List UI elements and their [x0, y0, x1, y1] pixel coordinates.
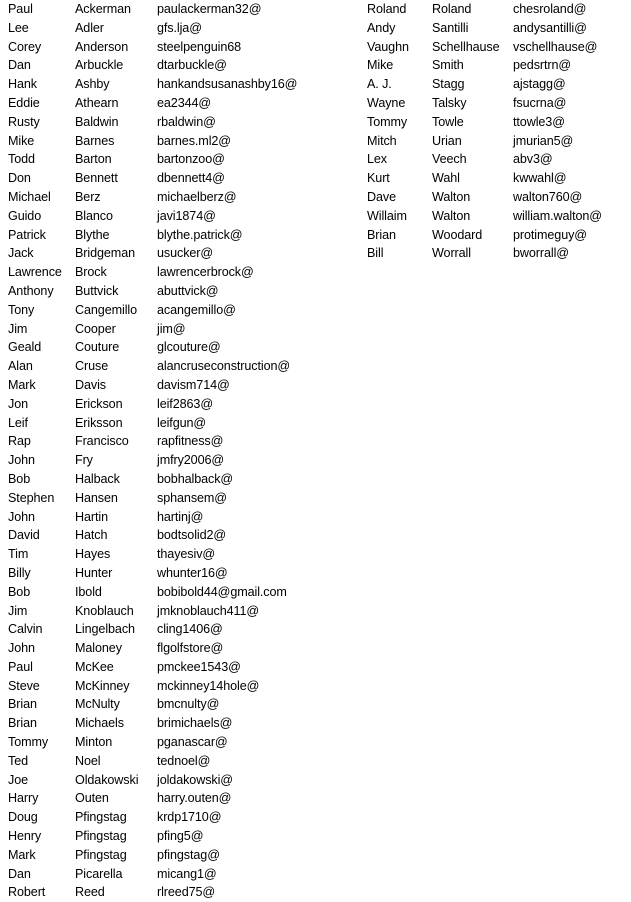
contact-first-name: Todd [8, 152, 35, 167]
contact-row [0, 207, 355, 226]
contact-last-name: Couture [75, 340, 120, 355]
contact-last-name: Berz [75, 189, 101, 204]
contact-email: pfingstag@ [157, 847, 220, 862]
contact-first-name: Tim [8, 547, 29, 562]
contact-last-name: Knoblauch [75, 603, 134, 618]
contact-last-name: Francisco [75, 434, 129, 449]
contact-first-name: Leif [8, 415, 28, 430]
contact-last-name: Wahl [432, 171, 460, 186]
contact-last-name: Ibold [75, 584, 102, 599]
contact-first-name: Jon [8, 396, 29, 411]
contact-row [355, 0, 631, 19]
contact-row [0, 639, 355, 658]
contact-row [0, 771, 355, 790]
contact-email: thayesiv@ [157, 547, 216, 562]
contact-last-name: Erickson [75, 396, 123, 411]
contact-first-name: Alan [8, 359, 33, 374]
contact-email: rbaldwin@ [157, 114, 216, 129]
contact-first-name: Paul [8, 2, 33, 16]
contact-last-name: Towle [432, 114, 464, 129]
contact-email: pganascar@ [157, 735, 228, 750]
contact-first-name: Brian [8, 716, 37, 731]
contact-first-name: Patrick [8, 227, 46, 242]
contact-email: leif2863@ [157, 396, 213, 411]
contact-email: acangemillo@ [157, 302, 236, 317]
contact-email: bworrall@ [513, 246, 569, 261]
contact-row [355, 19, 631, 38]
contact-email: ttowle3@ [513, 114, 565, 129]
contact-email: abv3@ [513, 152, 553, 167]
contact-row [0, 827, 355, 846]
contact-last-name: Fry [75, 453, 93, 468]
contact-last-name: Cooper [75, 321, 116, 336]
contact-last-name: Minton [75, 735, 113, 750]
contact-row [355, 188, 631, 207]
contact-last-name: Noel [75, 753, 101, 768]
contact-last-name: Bridgeman [75, 246, 136, 261]
contact-first-name: Rap [8, 434, 31, 449]
contact-email: gfs.lja@ [157, 20, 202, 35]
contact-last-name: Smith [432, 58, 464, 73]
contact-email: alancruseconstruction@ [157, 359, 291, 374]
contact-last-name: Pfingstag [75, 847, 127, 862]
contact-email: blythe.patrick@ [157, 227, 243, 242]
contact-email: harry.outen@ [157, 791, 232, 806]
contact-last-name: Veech [432, 152, 467, 167]
contact-last-name: Michaels [75, 716, 124, 731]
contact-email: barnes.ml2@ [157, 133, 231, 148]
contact-first-name: Mike [367, 58, 394, 73]
contact-first-name: Stephen [8, 490, 55, 505]
contact-email: rlreed75@ [157, 885, 216, 900]
contact-last-name: McKinney [75, 678, 130, 693]
contact-last-name: Ashby [75, 77, 110, 92]
contact-last-name: Hatch [75, 528, 108, 543]
contact-row [0, 733, 355, 752]
contact-last-name: Hartin [75, 509, 108, 524]
contact-row [0, 19, 355, 38]
contact-row [355, 226, 631, 245]
contact-email: fsucrna@ [513, 95, 567, 110]
contact-email: usucker@ [157, 246, 214, 261]
contact-first-name: Billy [8, 565, 31, 580]
contact-email: sphansem@ [157, 490, 227, 505]
contact-email: pedsrtrn@ [513, 58, 572, 73]
contact-row [355, 113, 631, 132]
contact-last-name: McNulty [75, 697, 120, 712]
contact-email: steelpenguin68 [157, 39, 242, 54]
contact-first-name: Tony [8, 302, 35, 317]
contact-last-name: Anderson [75, 39, 129, 54]
contact-list-right-column-block [355, 0, 631, 263]
contact-first-name: Willaim [367, 208, 407, 223]
contact-last-name: Hansen [75, 490, 118, 505]
contact-email: glcouture@ [157, 340, 221, 355]
contact-email: dtarbuckle@ [157, 58, 227, 73]
contact-email: davism714@ [157, 377, 230, 392]
contact-last-name: Arbuckle [75, 58, 124, 73]
contact-last-name: Halback [75, 471, 120, 486]
contact-row [0, 282, 355, 301]
contact-row [355, 75, 631, 94]
contact-email: whunter16@ [157, 565, 228, 580]
contact-row [0, 451, 355, 470]
contact-email: jmurian5@ [513, 133, 574, 148]
contact-row [0, 789, 355, 808]
contact-row [0, 263, 355, 282]
contact-first-name: Geald [8, 340, 42, 355]
contact-email: cling1406@ [157, 622, 223, 637]
contact-last-name: Hunter [75, 565, 113, 580]
contact-email: bmcnulty@ [157, 697, 220, 712]
contact-row [0, 244, 355, 263]
contact-last-name: Davis [75, 377, 106, 392]
contact-first-name: Dan [8, 866, 31, 881]
contact-first-name: Eddie [8, 95, 40, 110]
contact-first-name: Ted [8, 753, 29, 768]
contact-first-name: Joe [8, 772, 29, 787]
contact-row [355, 38, 631, 57]
contact-last-name: Baldwin [75, 114, 119, 129]
contact-first-name: A. J. [367, 77, 392, 92]
contact-last-name: Barton [75, 152, 112, 167]
contact-row [355, 150, 631, 169]
contact-row [0, 188, 355, 207]
contact-last-name: Barnes [75, 133, 115, 148]
contact-email: ajstagg@ [513, 77, 566, 92]
contact-row [0, 38, 355, 57]
contact-last-name: Walton [432, 189, 471, 204]
contact-last-name: Urian [432, 133, 462, 148]
contact-first-name: Bob [8, 471, 31, 486]
contact-first-name: John [8, 641, 35, 656]
contact-email: joldakowski@ [157, 772, 233, 787]
contact-first-name: Lawrence [8, 265, 62, 280]
contact-email: protimeguy@ [513, 227, 587, 242]
contact-row [0, 752, 355, 771]
contact-email: jmknoblauch411@ [157, 603, 260, 618]
contact-last-name: Eriksson [75, 415, 123, 430]
contact-row [0, 602, 355, 621]
contact-row [0, 75, 355, 94]
contact-row [0, 677, 355, 696]
contact-email: ea2344@ [157, 95, 212, 110]
contact-email: bobibold44@gmail.com [157, 584, 287, 599]
contact-last-name: Lingelbach [75, 622, 135, 637]
contact-first-name: David [8, 528, 40, 543]
contact-first-name: Harry [8, 791, 39, 806]
contact-last-name: Athearn [75, 95, 119, 110]
contact-first-name: Paul [8, 659, 33, 674]
contact-row [0, 169, 355, 188]
contact-last-name: Cruse [75, 359, 109, 374]
contact-email: william.walton@ [513, 208, 602, 223]
contact-first-name: Mark [8, 377, 36, 392]
contact-first-name: Andy [367, 20, 396, 35]
contact-email: pmckee1543@ [157, 659, 241, 674]
contact-first-name: Jim [8, 321, 28, 336]
contact-row [0, 320, 355, 339]
contact-row [0, 489, 355, 508]
contact-first-name: John [8, 453, 35, 468]
contact-last-name: Maloney [75, 641, 122, 656]
contact-last-name: McKee [75, 659, 114, 674]
contact-email: flgolfstore@ [157, 641, 224, 656]
contact-last-name: Hayes [75, 547, 111, 562]
contact-row [0, 865, 355, 884]
contact-first-name: Wayne [367, 95, 406, 110]
contact-first-name: Michael [8, 189, 51, 204]
contact-row [0, 414, 355, 433]
contact-email: michaelberz@ [157, 189, 237, 204]
contact-first-name: Mike [8, 133, 35, 148]
contact-first-name: Brian [8, 697, 37, 712]
contact-row [0, 620, 355, 639]
contact-first-name: Steve [8, 678, 40, 693]
contact-first-name: Kurt [367, 171, 390, 186]
contact-first-name: Mitch [367, 133, 397, 148]
contact-email: lawrencerbrock@ [157, 265, 254, 280]
contact-row [0, 56, 355, 75]
contact-last-name: Reed [75, 885, 105, 900]
contact-email: walton760@ [513, 189, 583, 204]
contact-first-name: Corey [8, 39, 42, 54]
contact-row [0, 714, 355, 733]
contact-row [0, 376, 355, 395]
contact-row [0, 564, 355, 583]
contact-first-name: Tommy [8, 735, 49, 750]
contact-row [0, 583, 355, 602]
contact-row [0, 226, 355, 245]
contact-email: vschellhause@ [513, 39, 598, 54]
contact-first-name: Anthony [8, 283, 54, 298]
contact-last-name: Picarella [75, 866, 123, 881]
contact-last-name: Blanco [75, 208, 113, 223]
contact-email: mckinney14hole@ [157, 678, 260, 693]
contact-row [0, 150, 355, 169]
contact-last-name: Blythe [75, 227, 110, 242]
contact-row [0, 113, 355, 132]
contact-last-name: Walton [432, 208, 471, 223]
contact-row [0, 808, 355, 827]
contact-first-name: Don [8, 171, 31, 186]
contact-email: jim@ [157, 321, 186, 336]
contact-email: paulackerman32@ [157, 2, 262, 16]
contact-email: andysantilli@ [513, 20, 587, 35]
contact-first-name: Hank [8, 77, 37, 92]
contact-first-name: Roland [367, 2, 407, 16]
contact-first-name: Brian [367, 227, 396, 242]
contact-email: jmfry2006@ [157, 453, 225, 468]
contact-email: krdp1710@ [157, 810, 222, 825]
contact-email: bartonzoo@ [157, 152, 225, 167]
contact-row [0, 545, 355, 564]
contact-first-name: Jack [8, 246, 34, 261]
contact-email: hartinj@ [157, 509, 204, 524]
contact-row [355, 207, 631, 226]
contact-row [0, 395, 355, 414]
contact-last-name: Woodard [432, 227, 483, 242]
contact-last-name: Bennett [75, 171, 118, 186]
contact-row [0, 883, 355, 902]
contact-last-name: Buttvick [75, 283, 119, 298]
contact-first-name: Vaughn [367, 39, 409, 54]
contact-row [0, 508, 355, 527]
contact-email: pfing5@ [157, 829, 204, 844]
contact-row [355, 169, 631, 188]
contact-first-name: Jim [8, 603, 28, 618]
contact-row [0, 357, 355, 376]
contact-last-name: Ackerman [75, 2, 131, 16]
contact-row [0, 695, 355, 714]
contact-last-name: Pfingstag [75, 810, 127, 825]
contact-row [0, 0, 355, 19]
contact-email: abuttvick@ [157, 283, 219, 298]
contact-first-name: Tommy [367, 114, 408, 129]
contact-first-name: Dave [367, 189, 396, 204]
contact-first-name: Doug [8, 810, 38, 825]
contact-first-name: Dan [8, 58, 31, 73]
contact-first-name: Lee [8, 20, 29, 35]
contact-first-name: Calvin [8, 622, 43, 637]
contact-email: bobhalback@ [157, 471, 234, 486]
contact-last-name: Outen [75, 791, 109, 806]
contact-email: dbennett4@ [157, 171, 225, 186]
contact-email: brimichaels@ [157, 716, 233, 731]
contact-row [0, 132, 355, 151]
contact-email: leifgun@ [157, 415, 207, 430]
contact-email: chesroland@ [513, 2, 587, 16]
contact-row [355, 56, 631, 75]
contact-row [0, 526, 355, 545]
contact-email: hankandsusanashby16@ [157, 77, 298, 92]
contact-first-name: John [8, 509, 35, 524]
contact-row [0, 338, 355, 357]
contact-email: micang1@ [157, 866, 217, 881]
contact-first-name: Bob [8, 584, 31, 599]
contact-last-name: Talsky [432, 95, 467, 110]
contact-row [355, 132, 631, 151]
contact-row [0, 432, 355, 451]
contact-email: javi1874@ [157, 208, 216, 223]
contact-last-name: Stagg [432, 77, 465, 92]
contact-last-name: Schellhause [432, 39, 500, 54]
contact-last-name: Pfingstag [75, 829, 127, 844]
contact-last-name: Santilli [432, 20, 469, 35]
contact-row [355, 244, 631, 263]
contact-first-name: Robert [8, 885, 46, 900]
contact-first-name: Henry [8, 829, 42, 844]
contact-first-name: Bill [367, 246, 384, 261]
contact-last-name: Worrall [432, 246, 471, 261]
contact-first-name: Mark [8, 847, 36, 862]
contact-row [0, 470, 355, 489]
contact-first-name: Guido [8, 208, 42, 223]
contact-last-name: Cangemillo [75, 302, 137, 317]
contact-first-name: Rusty [8, 114, 40, 129]
contact-email: rapfitness@ [157, 434, 224, 449]
contact-row [0, 94, 355, 113]
contact-last-name: Oldakowski [75, 772, 139, 787]
contact-email: tednoel@ [157, 753, 211, 768]
contact-last-name: Adler [75, 20, 104, 35]
contact-row [0, 846, 355, 865]
contact-last-name: Brock [75, 265, 107, 280]
contact-row [355, 94, 631, 113]
contact-row [0, 301, 355, 320]
contact-email: bodtsolid2@ [157, 528, 227, 543]
contact-row [0, 658, 355, 677]
contact-email: kwwahl@ [513, 171, 567, 186]
contact-first-name: Lex [367, 152, 388, 167]
contact-last-name: Roland [432, 2, 472, 16]
